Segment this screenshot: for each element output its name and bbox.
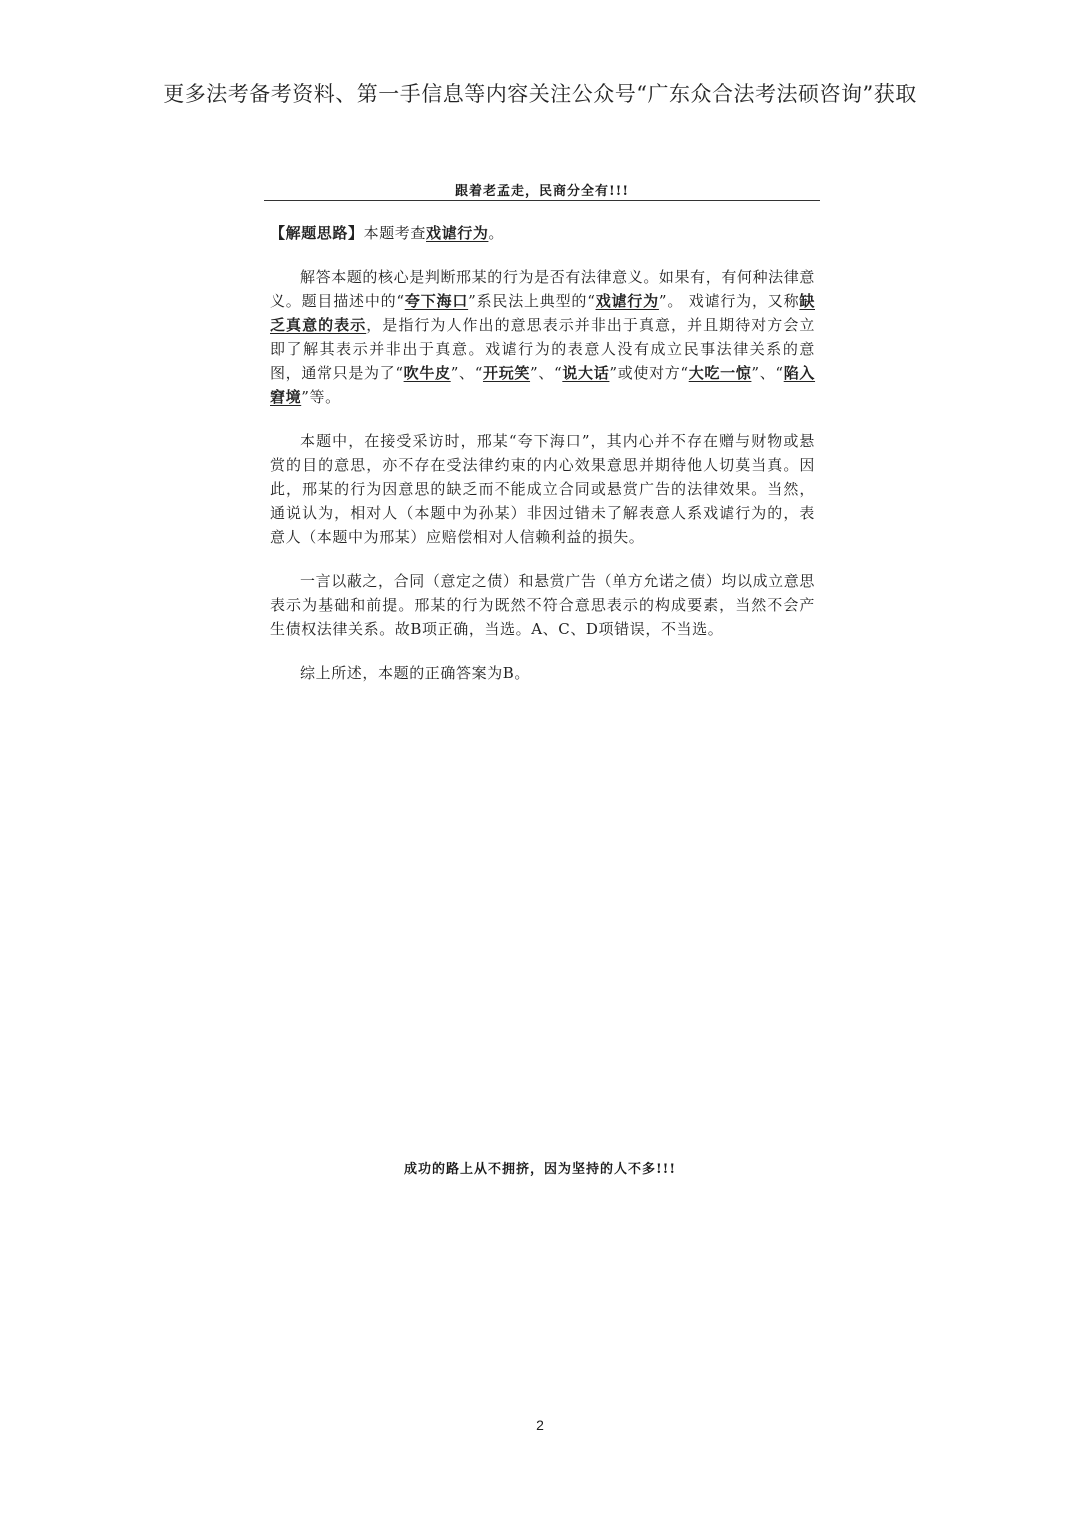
paragraph-case-application: 本题中，在接受采访时，邢某“夸下海口”，其内心并不存在赠与财物或悬赏的目的意思，亦不存在受法律约束的内心效果意思并期待他人切莫当真。因此，邢某的行为因意思的缺乏而不能成立合同或悬赏广告的法律效果。当然，通说认为，相对人（本题中为孙某）非因过错未了解表意人系戏谑行为的，表意人（本题中为邢某）应赔偿相对人信赖利益的损失。 bbox=[270, 432, 815, 546]
document-footer: 成功的路上从不拥挤，因为坚持的人不多!!! bbox=[403, 1162, 677, 1177]
emphasis-term: 戏谑行为 bbox=[426, 224, 489, 242]
emphasis-term: 缺乏真意的表示 bbox=[270, 292, 815, 334]
text-segment: ”。 戏谑行为，又称 bbox=[658, 292, 800, 310]
page-number: 2 bbox=[536, 1417, 544, 1433]
text-segment: ”系民法上典型的“ bbox=[468, 292, 596, 310]
emphasis-term: 说大话 bbox=[562, 364, 610, 382]
document-body bbox=[270, 221, 815, 705]
paragraph-analysis bbox=[270, 265, 815, 409]
emphasis-term: 夸下海口 bbox=[404, 292, 469, 310]
header-divider bbox=[264, 200, 820, 201]
paragraph-solution-approach bbox=[270, 221, 815, 245]
top-banner: 更多法考备考资料、第一手信息等内容关注公众号“广东众合法考法硕咨询”获取 bbox=[163, 82, 917, 106]
text-segment: ”或使对方“ bbox=[609, 364, 689, 382]
emphasis-term: 吹牛皮 bbox=[403, 364, 451, 382]
paragraph-summary: 一言以蔽之，合同（意定之债）和悬赏广告（单方允诺之债）均以成立意思表示为基础和前提。邢某的行为既然不符合意思表示的构成要素，当然不会产生债权法律关系。故B项正确，当选。A、C、D项错误，不当选。 bbox=[270, 572, 815, 638]
emphasis-term: 戏谑行为 bbox=[595, 292, 659, 310]
paragraph-conclusion: 综上所述，本题的正确答案为B。 bbox=[300, 664, 531, 682]
text-segment: ”、“ bbox=[530, 364, 563, 382]
text-segment: 解答本题的核心是判断邢某的行为是否有法律意义。如果有，有何种法律意义。题目描述中的“ bbox=[270, 268, 815, 310]
text-segment: 本题考查 bbox=[363, 224, 427, 242]
document-header: 跟着老孟走，民商分全有!!! bbox=[454, 184, 630, 199]
text-segment: 。 bbox=[488, 224, 505, 242]
text-segment: ”等。 bbox=[301, 388, 341, 406]
text-segment: ”、“ bbox=[450, 364, 483, 382]
solution-label: 【解题思路】 bbox=[270, 224, 364, 242]
emphasis-term: 开玩笑 bbox=[482, 364, 531, 382]
text-segment: ”、“ bbox=[751, 364, 784, 382]
text-segment: ，是指行为人作出的意思表示并非出于真意，并且期待对方会立即了解其表示并非出于真意。戏谑行为的表意人没有成立民事法律关系的意图，通常只是为了“ bbox=[270, 316, 815, 382]
emphasis-term: 大吃一惊 bbox=[688, 364, 752, 382]
emphasis-term: 陷入窘境 bbox=[270, 364, 816, 406]
